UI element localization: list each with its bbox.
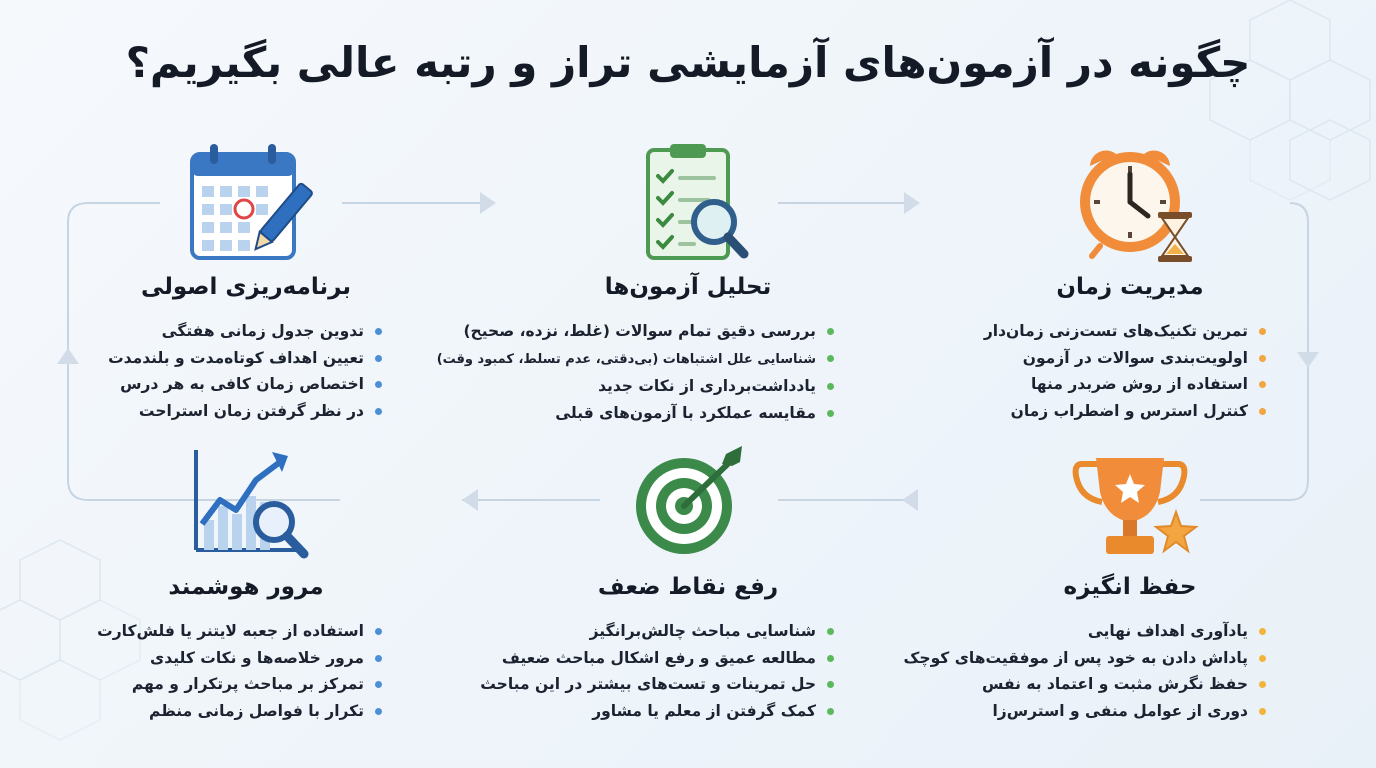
list-item: [97, 618, 386, 645]
list-item: [437, 318, 838, 345]
target-arrow-icon: [618, 440, 758, 568]
flow-arrow-up: [57, 348, 79, 364]
card-title: مرور هوشمند: [168, 574, 324, 600]
list-item-text: بررسی دقیق تمام سوالات (غلط، نزده، صحیح): [463, 322, 816, 340]
list-item-text: استفاده از جعبه لایتنر یا فلش‌کارت: [97, 622, 364, 640]
card-motivation: [903, 440, 1280, 730]
list-item-text: اولویت‌بندی سوالات در آزمون: [1022, 348, 1248, 367]
card-title: مدیریت زمان: [1056, 274, 1204, 300]
list-item: [108, 318, 386, 345]
card-list: [984, 318, 1270, 424]
card-list: [97, 618, 386, 724]
card-title: برنامه‌ریزی اصولی: [140, 274, 352, 300]
list-item-text: حفظ نگرش مثبت و اعتماد به نفس: [982, 675, 1248, 693]
list-item: [984, 398, 1270, 425]
bullet-dot: [1259, 655, 1266, 662]
bullet-dot: [1259, 408, 1266, 415]
trophy-star-icon: [1060, 440, 1200, 568]
list-item: [108, 371, 386, 398]
card-list: [904, 618, 1270, 724]
bullet-dot: [1259, 355, 1266, 362]
card-title: حفظ انگیزه: [1063, 574, 1197, 600]
list-item-text: تمرین تکنیک‌های تست‌زنی زمان‌دار: [983, 322, 1248, 340]
list-item: [480, 645, 838, 672]
card-title: تحلیل آزمون‌ها: [604, 274, 772, 300]
list-item: [97, 645, 386, 672]
list-item: [984, 371, 1270, 398]
alarm-clock-hourglass-icon: [1060, 140, 1200, 268]
list-item-text: کمک گرفتن از معلم یا مشاور: [592, 701, 816, 720]
flow-arrow-right-1: [480, 192, 496, 214]
list-item: [97, 671, 386, 698]
bullet-dot: [827, 655, 834, 662]
bullet-dot: [1259, 328, 1266, 335]
bullet-dot: [827, 708, 834, 715]
bullet-dot: [375, 628, 382, 635]
list-item-text: یادآوری اهداف نهایی: [1087, 622, 1248, 640]
bullet-dot: [1259, 381, 1266, 388]
list-item: [108, 345, 386, 372]
list-item-text: شناسایی مباحث چالش‌برانگیز: [589, 622, 816, 640]
flow-arrow-down: [1297, 352, 1319, 368]
bullet-dot: [827, 628, 834, 635]
page-title: چگونه در آزمون‌های آزمایشی تراز و رتبه عالی بگیریم؟: [125, 38, 1251, 87]
list-item-text: شناسایی علل اشتباهات (بی‌دقتی، عدم تسلط، کمبود وقت): [436, 351, 816, 367]
list-item-text: دوری از عوامل منفی و استرس‌زا: [992, 701, 1248, 720]
bullet-dot: [827, 410, 834, 417]
chart-magnifier-icon: [176, 440, 316, 568]
bullet-dot: [375, 408, 382, 415]
card-list: [437, 318, 838, 426]
calendar-pen-icon: [176, 140, 316, 268]
bullet-dot: [1259, 628, 1266, 635]
checklist-magnifier-icon: [618, 140, 758, 268]
list-item: [437, 345, 838, 374]
bullet-dot: [827, 328, 834, 335]
card-time-management: [980, 140, 1280, 430]
bullet-dot: [375, 328, 382, 335]
list-item: [904, 618, 1270, 645]
flow-arrow-right-2: [904, 192, 920, 214]
bullet-dot: [375, 681, 382, 688]
bullet-dot: [375, 381, 382, 388]
list-item-text: تکرار با فواصل زمانی منظم: [149, 701, 364, 720]
card-list: [480, 618, 838, 724]
bullet-dot: [375, 708, 382, 715]
list-item: [437, 373, 838, 400]
list-item-text: تدوین جدول زمانی هفتگی: [161, 322, 364, 340]
flow-arrow-left-2: [462, 489, 478, 511]
list-item: [480, 671, 838, 698]
list-item-text: پاداش دادن به خود پس از موفقیت‌های کوچک: [903, 648, 1248, 667]
list-item: [904, 671, 1270, 698]
card-title: رفع نقاط ضعف: [597, 574, 779, 600]
card-planning: [96, 140, 396, 430]
list-item: [904, 698, 1270, 725]
card-weaknesses: [480, 440, 838, 730]
list-item-text: کنترل استرس و اضطراب زمان: [1010, 401, 1248, 420]
card-exam-analysis: [436, 140, 838, 430]
flow-arrow-left-1: [902, 489, 918, 511]
bullet-dot: [1259, 708, 1266, 715]
bullet-dot: [1259, 681, 1266, 688]
list-item: [984, 318, 1270, 345]
list-item-text: مطالعه عمیق و رفع اشکال مباحث ضعیف: [501, 648, 816, 667]
list-item: [437, 400, 838, 427]
list-item: [97, 698, 386, 725]
list-item-text: تمرکز بر مباحث پرتکرار و مهم: [131, 675, 364, 693]
card-list: [108, 318, 386, 424]
list-item-text: استفاده از روش ضربدر منها: [1030, 375, 1248, 393]
list-item: [480, 698, 838, 725]
card-smart-review: [96, 440, 396, 730]
list-item-text: تعیین اهداف کوتاه‌مدت و بلندمدت: [108, 348, 364, 367]
list-item: [904, 645, 1270, 672]
list-item: [108, 398, 386, 425]
list-item-text: مرور خلاصه‌ها و نکات کلیدی: [150, 648, 364, 667]
bullet-dot: [827, 383, 834, 390]
bullet-dot: [375, 655, 382, 662]
list-item: [984, 345, 1270, 372]
list-item-text: یادداشت‌برداری از نکات جدید: [598, 377, 816, 395]
list-item-text: مقایسه عملکرد با آزمون‌های قبلی: [555, 403, 816, 422]
list-item-text: حل تمرینات و تست‌های بیشتر در این مباحث: [480, 675, 816, 693]
list-item-text: در نظر گرفتن زمان استراحت: [138, 401, 364, 420]
bullet-dot: [827, 355, 834, 362]
list-item-text: اختصاص زمان کافی به هر درس: [120, 375, 364, 393]
bullet-dot: [375, 355, 382, 362]
bullet-dot: [827, 681, 834, 688]
list-item: [480, 618, 838, 645]
